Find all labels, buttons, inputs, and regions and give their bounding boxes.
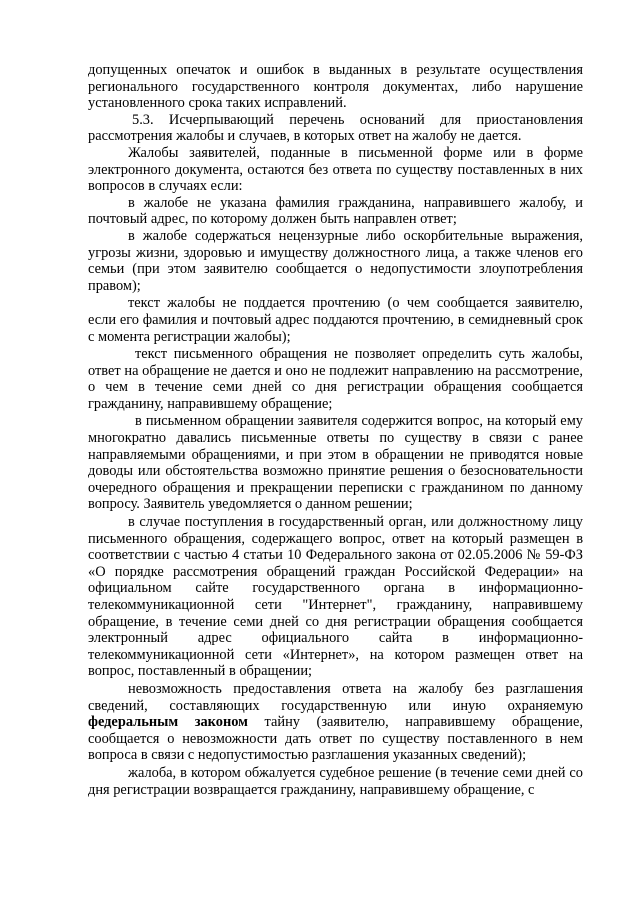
list-item-court-decision: жалоба, в котором обжалуется судебное решение (в течение семи дней со дня регистрации возвращается гражданину, направившему обращение, с xyxy=(88,764,583,798)
section-heading-5-3: 5.3. Исчерпывающий перечень оснований для приостановления рассмотрения жалобы и случаев, в которых ответ на жалобу не дается. xyxy=(88,111,583,145)
list-item-no-surname: в жалобе не указана фамилия гражданина, направившего жалобу, и почтовый адрес, по которому должен быть направлен ответ; xyxy=(88,194,583,228)
list-item-obscene: в жалобе содержаться нецензурные либо оскорбительные выражения, угрозы жизни, здоровью и имуществу должностного лица, а также членов его семьи (при этом заявителю сообщается о недопустимости злоупотребления правом); xyxy=(88,227,583,294)
list-item-unclear-essence: текст письменного обращения не позволяет определить суть жалобы, ответ на обращение не дается и оно не подлежит направлению на рассмотрение, о чем в течение семи дней со дня регистрации обращения сообщается гражданину, направившему обращение; xyxy=(88,346,583,412)
paragraph-continuation: допущенных опечаток и ошибок в выданных в результате осуществления регионального государственного контроля документах, либо нарушение установленного срока таких исправлений. xyxy=(88,62,583,112)
secret-info-text-b: тайну (заявителю, направившему обращение, сообщается о невозможности дать ответ по существу поставленного в нем вопроса в связи с недопустимостью разглашения указанных сведений); xyxy=(88,714,583,764)
federal-law-bold: федеральным законом xyxy=(88,714,248,731)
list-item-repeated-question: в письменном обращении заявителя содержится вопрос, на который ему многократно давались письменные ответы по существу в связи с ранее направляемыми обращениями, и при этом в обращении не приводятся новые доводы или обстоятельства возможно принятие решения о безосновательности очередного обращения и прекращении переписки с гражданином по данному вопросу. Заявитель уведомляется о данном решении; xyxy=(88,413,583,513)
secret-info-text-a: невозможность предоставления ответа на жалобу без разглашения сведений, составляющих государственную или иную охраняемую xyxy=(88,680,583,714)
list-item-secret-info xyxy=(88,681,583,764)
list-item-answer-published: в случае поступления в государственный орган, или должностному лицу письменного обращения, содержащего вопрос, ответ на который размещен в соответствии с частью 4 статьи 10 Федерального закона от 02.05.2006 № 59-ФЗ «О порядке рассмотрения обращений граждан Российской Федерации» на официальном сайте государственного органа в информационно-телекоммуникационной сети "Интернет", гражданину, направившему обращение, в течение семи дней со дня регистрации обращения сообщается электронный адрес официального сайта в информационно-телекоммуникационной сети «Интернет», на котором размещен ответ на вопрос, поставленный в обращении; xyxy=(88,514,583,680)
document-page xyxy=(88,62,583,798)
list-item-unreadable: текст жалобы не поддается прочтению (о чем сообщается заявителю, если его фамилия и почтовый адрес поддаются прочтению, в семидневный срок с момента регистрации жалобы); xyxy=(88,295,583,345)
paragraph-intro: Жалобы заявителей, поданные в письменной форме или в форме электронного документа, остаются без ответа по существу поставленных в них вопросов в случаях если: xyxy=(88,144,583,195)
